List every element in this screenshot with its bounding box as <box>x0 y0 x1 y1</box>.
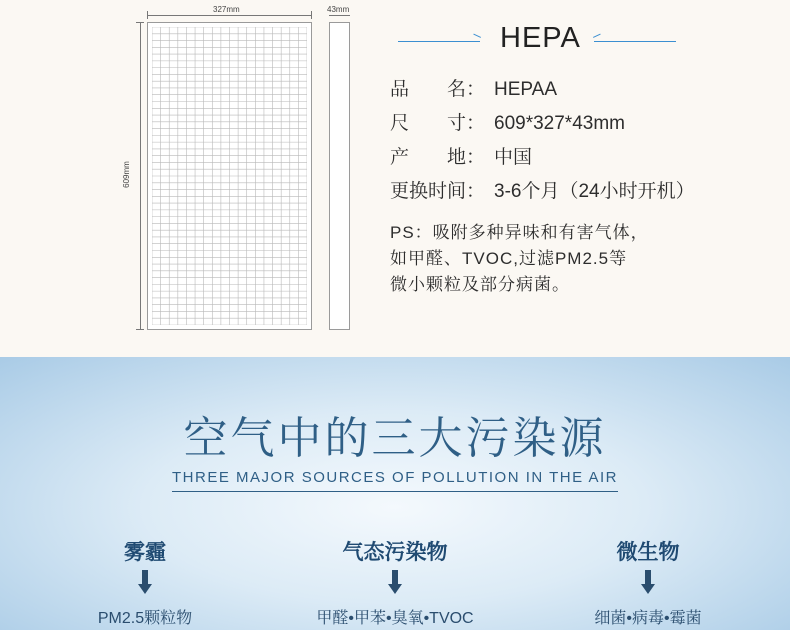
height-label: 609mm <box>121 161 131 188</box>
spec-value: 609*327*43mm <box>494 113 625 134</box>
height-tick-bottom <box>136 329 144 330</box>
height-tick-top <box>136 22 144 23</box>
spec-row-size <box>390 108 625 135</box>
spec-label: 尺 寸： <box>390 113 486 134</box>
width-label: 327mm <box>213 5 240 14</box>
down-arrow-icon <box>138 570 152 594</box>
spec-label: 更换时间： <box>390 181 486 202</box>
down-arrow-icon <box>641 570 655 594</box>
ps-line: PS：吸附多种异味和有害气体， <box>390 223 649 242</box>
pollution-item-desc: PM2.5颗粒物 <box>97 610 193 627</box>
pollution-item-gas <box>275 536 515 628</box>
pollution-item-name: 微生物 <box>616 541 680 564</box>
spec-value: HEPAA <box>494 79 558 100</box>
title-arrow-left <box>398 41 480 42</box>
depth-label: 43mm <box>327 5 350 14</box>
pollution-item-name: 雾霾 <box>124 541 166 564</box>
spec-label: 产 地： <box>390 147 486 168</box>
hepa-filter-front-view <box>147 22 312 330</box>
pollution-item-microbe <box>528 536 768 628</box>
ps-line: 如甲醛、TVOC,过滤PM2.5等 <box>390 249 628 268</box>
pollution-title: 空气中的三大污染源 <box>183 414 607 463</box>
down-arrow-icon <box>388 570 402 594</box>
spec-label: 品 名： <box>390 79 486 100</box>
width-dimension-line <box>147 15 312 16</box>
pollution-item-name: 气态污染物 <box>342 541 448 564</box>
ps-line: 微小颗粒及部分病菌。 <box>390 275 570 294</box>
width-tick-left <box>147 11 148 19</box>
spec-title: HEPA <box>500 22 581 54</box>
ps-note <box>390 220 690 298</box>
pollution-item-desc: 甲醛•甲苯•臭氧•TVOC <box>316 610 474 627</box>
title-arrow-right <box>594 41 676 42</box>
pollution-subtitle: THREE MAJOR SOURCES OF POLLUTION IN THE AIR <box>172 469 618 486</box>
spec-row-replace-time <box>390 176 695 203</box>
filter-mesh-grid <box>152 27 307 325</box>
width-tick-right <box>311 11 312 19</box>
spec-row-name <box>390 74 557 101</box>
spec-value: 中国 <box>494 147 533 168</box>
height-dimension-line <box>140 22 141 330</box>
spec-row-origin <box>390 142 532 169</box>
subtitle-underline <box>172 491 618 492</box>
spec-value: 3-6个月（24小时开机） <box>494 181 695 202</box>
hepa-filter-side-view <box>329 22 350 330</box>
pollution-item-desc: 细菌•病毒•霉菌 <box>594 610 702 627</box>
pollution-item-haze <box>25 536 265 628</box>
depth-dimension-line <box>329 15 350 16</box>
